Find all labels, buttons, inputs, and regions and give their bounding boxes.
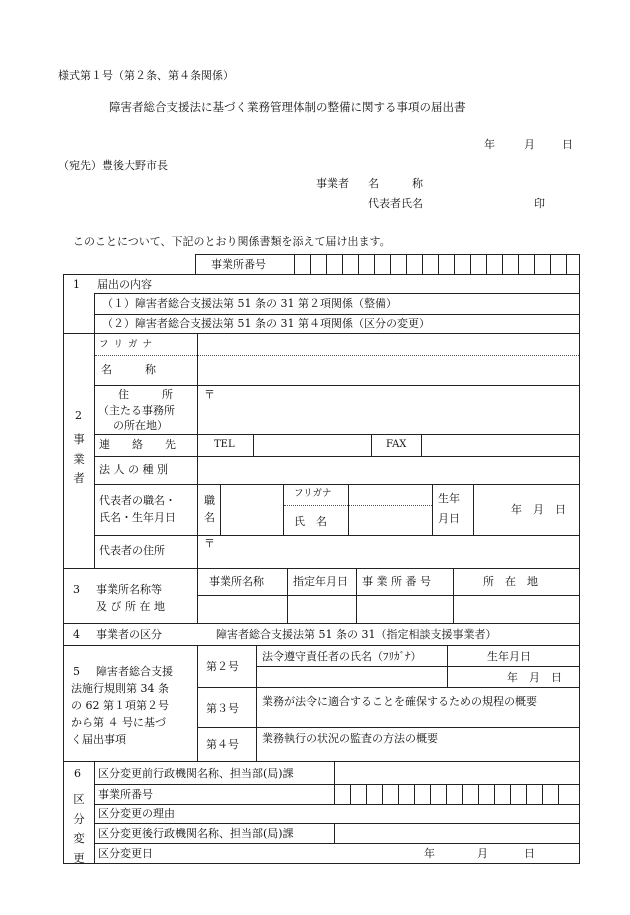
item-3-label: 第３号 [206, 702, 239, 715]
representative-info-label: 代表者の職名・ [99, 494, 176, 507]
section-4-value: 障害者総合支援法第 51 条の 31（指定相談支援事業者） [216, 628, 497, 641]
item-4-text: 業務執行の状況の監査の方法の概要 [262, 732, 438, 745]
furigana-label: フ リ ガ ナ [99, 339, 154, 350]
section-1-label: 届出の内容 [97, 278, 152, 291]
contact-label: 連 絡 先 [99, 438, 176, 451]
item-4-label: 第４号 [206, 738, 239, 751]
office-number-column: 事 業 所 番 号 [362, 575, 431, 588]
change-date-year: 年 [424, 847, 435, 860]
job-title-label: 職 [204, 494, 215, 507]
job-title-label-line-2: 名 [204, 511, 215, 524]
section-2-vertical-label: 事業者 [73, 432, 85, 486]
section-3-label-line-2: 及 び 所 在 地 [96, 600, 165, 613]
representative-label: 代表者氏名 [368, 197, 423, 210]
section-3-label: 事業所名称等 [96, 583, 162, 596]
change-reason-label: 区分変更の理由 [98, 807, 175, 820]
pre-change-agency-label: 区分変更前行政機関名称、担当部(局)課 [98, 767, 294, 780]
person-name-label: 氏 名 [294, 515, 327, 528]
section-5-label-line-5: く届出事項 [71, 733, 126, 746]
date-year: 年 [484, 138, 495, 151]
intro-text: このことについて、下記のとおり関係書類を添えて届け出ます。 [73, 235, 391, 248]
operator-label: 事業者 [316, 177, 349, 190]
date-day: 日 [562, 138, 573, 151]
postal-mark-2: 〒 [204, 537, 215, 550]
birth-label-line-2: 月日 [438, 512, 460, 525]
section-4-label: 事業者の区分 [96, 628, 162, 641]
change-date-day: 日 [524, 847, 535, 860]
tel-label: TEL [214, 439, 235, 450]
section-2-number: 2 [75, 409, 82, 422]
change-date-label: 区分変更日 [98, 847, 153, 860]
section-1-item-1: （１）障害者総合支援法第 51 条の 31 第２項関係（整備） [102, 297, 397, 310]
addressee: （宛先）豊後大野市長 [58, 159, 168, 172]
fax-label: FAX [386, 439, 407, 450]
postal-mark: 〒 [204, 388, 215, 401]
representative-info-label-line-2: 氏名・生年月日 [99, 511, 176, 524]
item-2-label: 第２号 [206, 660, 239, 673]
address-label-line-2: （主たる事務所 [98, 404, 175, 417]
birth-label: 生年 [438, 492, 460, 505]
section-5-number: 5 [73, 665, 80, 678]
section-5-label-line-3: の 62 第１項第２号 [71, 699, 169, 712]
furigana-label-2: フリガナ [294, 488, 332, 499]
section-6-vertical-label: 区分変更 [73, 792, 85, 865]
section-6-office-number-label: 事業所番号 [98, 788, 153, 801]
date-month: 月 [524, 138, 535, 151]
birth-date: 年 月 日 [511, 503, 566, 516]
address-label-line-3: の所在地） [113, 419, 168, 432]
location-column: 所 在 地 [483, 575, 538, 588]
change-date-month: 月 [477, 847, 488, 860]
business-name-label: 名 称 [101, 363, 156, 376]
corp-type-label: 法 人 の 種 別 [99, 463, 168, 476]
representative-address-label: 代表者の住所 [99, 544, 165, 557]
item-3-text: 業務が法令に適合することを確保するための規程の概要 [262, 695, 537, 708]
form-number: 様式第１号（第２条、第４条関係） [58, 69, 234, 82]
section-1-item-2: （２）障害者総合支援法第 51 条の 31 第４項関係（区分の変更） [102, 317, 430, 330]
section-5-label-line-4: から第 ４ 号に基づ [71, 716, 166, 729]
section-5-label-line-2: 法施行規則第 34 条 [71, 682, 169, 695]
form-title: 障害者総合支援法に基づく業務管理体制の整備に関する事項の届出書 [109, 100, 466, 114]
address-label: 住 所 [118, 388, 173, 401]
operator-name-label: 名 称 [368, 177, 423, 190]
birth-date-value: 年 月 日 [507, 671, 562, 684]
office-number-label: 事業所番号 [211, 258, 266, 271]
section-3-number: 3 [73, 583, 80, 596]
office-name-column: 事業所名称 [209, 575, 264, 588]
birth-date-label: 生年月日 [487, 650, 531, 663]
seal-mark: 印 [534, 197, 545, 210]
section-4-number: 4 [73, 628, 80, 641]
section-5-label: 障害者総合支援 [96, 665, 173, 678]
designation-date-column: 指定年月日 [293, 575, 348, 588]
section-6-number: 6 [74, 767, 81, 780]
section-1-number: 1 [73, 278, 80, 291]
post-change-agency-label: 区分変更後行政機関名称、担当部(局)課 [98, 827, 294, 840]
compliance-officer-label: 法令遵守責任者の氏名（ﾌﾘｶﾞﾅ） [262, 650, 422, 663]
